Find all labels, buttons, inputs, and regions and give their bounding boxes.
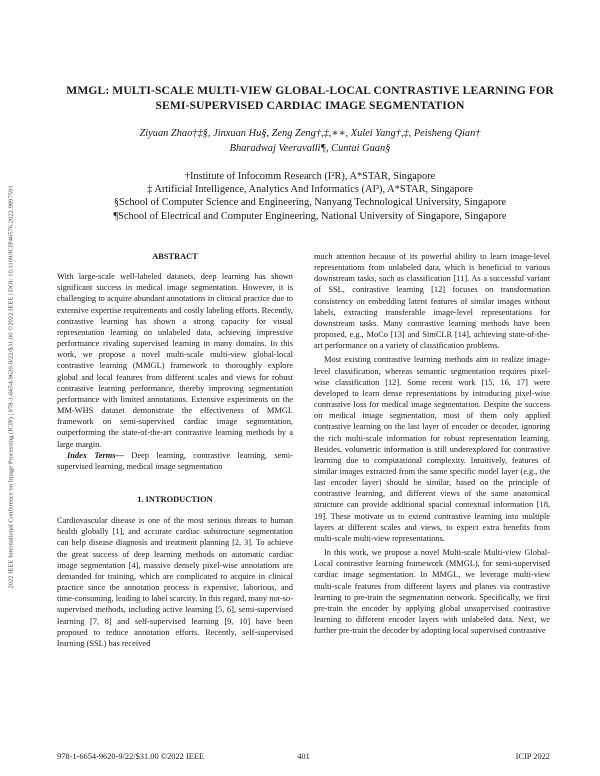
- right-column: [314, 251, 550, 636]
- affiliation-2: ‡ Artificial Intelligence, Analytics And Informatics (AI³), A*STAR, Singapore: [147, 184, 473, 196]
- intro-heading: 1. INTRODUCTION: [137, 494, 213, 504]
- affiliation-list: [60, 170, 560, 223]
- title-line-2: SEMI-SUPERVISED CARDIAC IMAGE SEGMENTATION: [155, 98, 465, 112]
- right-paragraph-3: In this work, we propose a novel Multi-scale Multi-view Global-Local contrastive learning framework (MMGL), for semi-supervised cardiac image segmentation. In MMGL, we leverage multi-view multi-scale features from different layers and planes via contrastive learning to pre-train the segmentation network. Specifically, we first pre-train the encoder by applying global unsupervised contrastive learning to different encoder layers with unlabeled data. Next, we further pre-train the decoder by adopting local supervised contrastive: [314, 548, 550, 636]
- affiliation-3: §School of Computer Science and Engineering, Nanyang Technological University, Singapore: [113, 197, 507, 209]
- affiliation-1: †Institute of Infocomm Research (I²R), A*STAR, Singapore: [184, 171, 436, 182]
- left-column: [57, 251, 293, 649]
- authors-line-1: Ziyuan Zhao†‡§, Jinxuan Hu§, Zeng Zeng†,‡,∗∗, Xulei Yang†,‡, Peisheng Qian†: [139, 128, 481, 139]
- right-paragraph-1: much attention because of its powerful ability to learn image-level representations from unlabeled data, which is beneficial to various downstream tasks, such as classification [11]. As a successful variant of SSL, contrastive learning [12] focuses on transformation consistency on embedding latent features of similar images without labels, extracting transferable image-level representations for downstream tasks. Many contrastive learning methods have been proposed, e.g., MoCo [13] and SimCLR [14], achieving state-of-the-art performance on a variety of classification problems.: [314, 252, 550, 351]
- index-terms: [57, 450, 293, 472]
- author-list: [60, 127, 560, 156]
- authors-line-2: Bharadwaj Veeravalli¶, Cuntai Guan§: [229, 142, 391, 154]
- abstract-text: With large-scale well-labeled datasets, deep learning has shown significant success in medical image segmentation. However, it is challenging to acquire abundant annotations in clinical practice due to extensive expertise requirements and costly labeling efforts. Recently, contrastive learning has shown a strong capacity for visual representation learning on unlabeled data, achieving impressive performance rivaling supervised learning in many domains. In this work, we propose a novel multi-scale multi-view global-local contrastive learning (MMGL) framework to thoroughly explore global and local features from different scales and views for robust contrastive learning performance, thereby improving segmentation performance with limited annotations. Extensive experiments on the MM-WHS dataset demonstrate the effectiveness of MMGL framework on semi-supervised cardiac image segmentation, outperforming the state-of-the-art contrastive learning methods by a large margin.: [57, 272, 293, 449]
- sidebar-citation: [6, 82, 16, 692]
- paper-title: [40, 84, 580, 113]
- right-paragraph-2: Most existing contrastive learning methods aim to realize image-level classification, whereas semantic segmentation requires pixel-wise classification [12]. Some recent work [15, 16, 17] were developed to learn dense representations by introducing pixel-wise contrastive loss for medical image segmentation. Despite the success on medical image segmentation, most of them only applied contrastive learning on the last layer of encoder or decoder, ignoring the rich multi-scale information for robust representation learning. Besides, volumetric information is still underexplored for contrastive learning due to computational complexity. Intuitively, features of similar images extracted from the same specific model layer (e.g., the last encoder layer) should be similar, based on the principle of contrastive learning, and different views of the same anatomical structure can provide additional spacial contextual information [18, 19]. These motivate us to extend contrastive learning into multiple layers at different scales and views, to expect extra benefits from multi-scale multi-view representations.: [314, 355, 550, 543]
- index-terms-label: Index Terms—: [67, 450, 124, 460]
- footer-isbn: 978-1-6654-9620-9/22/$31.00 ©2022 IEEE: [57, 752, 205, 761]
- abstract-heading: ABSTRACT: [152, 252, 198, 261]
- index-terms-text: Deep learning, contrastive learning, semi-supervised learning, medical image segmentation: [57, 450, 293, 471]
- footer-page-number: 401: [297, 752, 310, 761]
- intro-paragraph-1: Cardiovascular disease is one of the most serious threats to human health globally [1], and accurate cardiac substructure segmentation can help disease diagnosis and treatment planning [2, 3]. To achieve the great success of deep learning methods on automatic cardiac image segmentation [4], massive densely pixel-wise annotations are demanded for training, which are complicated to acquire in clinical practice since the annotation process is expensive, laborious, and time-consuming, leading to label scarcity. In this regard, many not-so-supervised methods, including active learning [5, 6], semi-supervised learning [7, 8] and self-supervised learning [9, 10] have been proposed to reduce annotation efforts. Recently, self-supervised learning (SSL) has received: [57, 516, 293, 648]
- affiliation-4: ¶School of Electrical and Computer Engineering, National University of Singapore, Singapore: [113, 210, 507, 222]
- title-line-1: MMGL: MULTI-SCALE MULTI-VIEW GLOBAL-LOCAL CONTRASTIVE LEARNING FOR: [66, 84, 554, 97]
- sidebar-citation-text: 2022 IEEE International Conference on Image Processing (ICIP) | 978-1-6654-9620-9/22/$31.00 ©2022 IEEE | DOI: 10.1109/ICIP46576.2022.9897591: [7, 185, 15, 589]
- footer-conference: ICIP 2022: [515, 752, 550, 761]
